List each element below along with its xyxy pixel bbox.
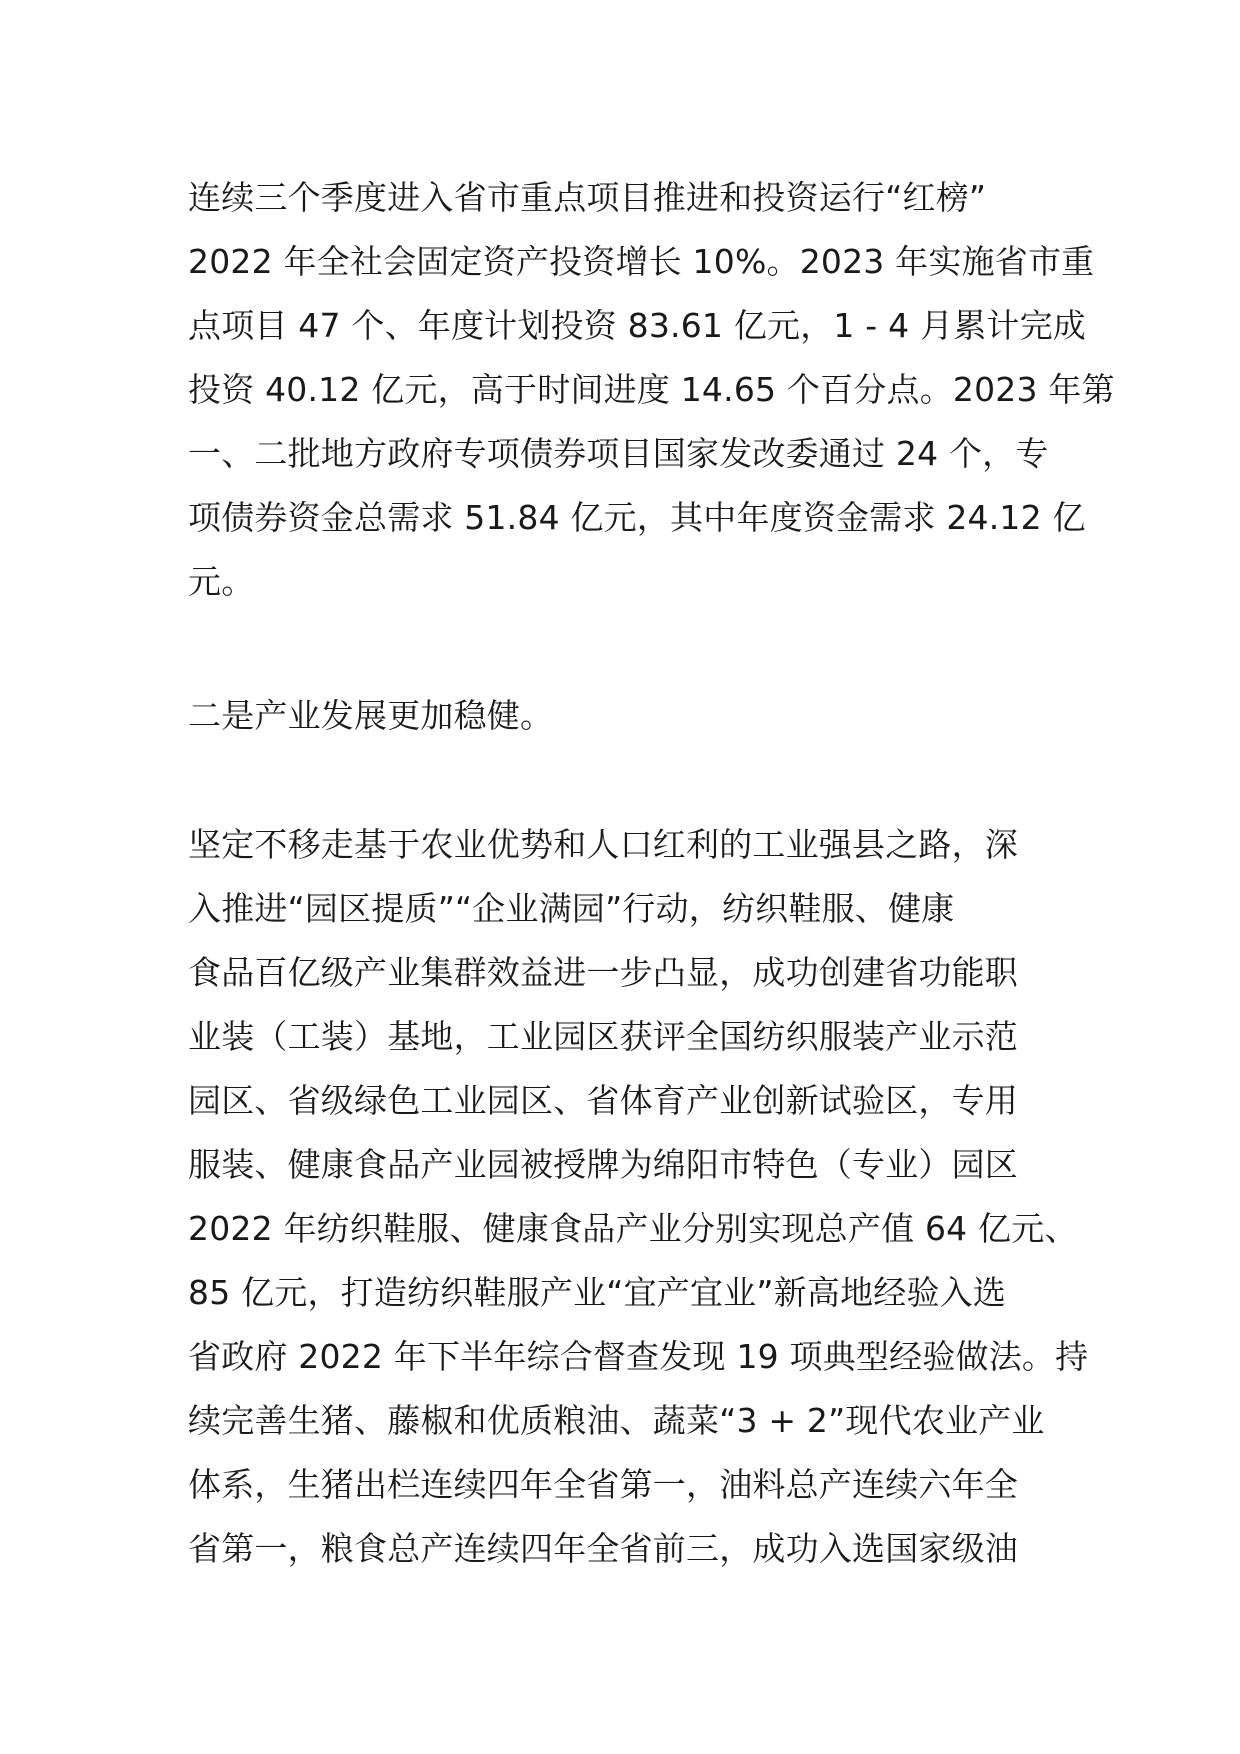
text-line: 省政府 2022 年下半年综合督查发现 19 项典型经验做法。持 (188, 1337, 1089, 1376)
text-line: 体系，生猪出栏连续四年全省第一，油料总产连续六年全 (188, 1465, 1018, 1504)
text-line: 食品百亿级产业集群效益进一步凸显，成功创建省功能职 (188, 953, 1018, 992)
section-heading (188, 684, 1068, 748)
text-line: 续完善生猪、藤椒和优质粮油、蔬菜“3 + 2”现代农业产业 (188, 1401, 1045, 1440)
text-line: 业装（工装）基地，工业园区获评全国纺织服装产业示范 (188, 1017, 1018, 1056)
text-line: 投资 40.12 亿元，高于时间进度 14.65 个百分点。2023 年第 (188, 370, 1115, 409)
text-line: 服装、健康食品产业园被授牌为绵阳市特色（专业）园区 (188, 1145, 1018, 1184)
text-line: 点项目 47 个、年度计划投资 83.61 亿元，1 - 4 月累计完成 (188, 306, 1086, 345)
paragraph-industry (188, 813, 1089, 1581)
text-line: 连续三个季度进入省市重点项目推进和投资运行“红榜” (188, 178, 987, 217)
text-line: 一、二批地方政府专项债券项目国家发改委通过 24 个，专 (188, 434, 1049, 473)
text-line: 项债券资金总需求 51.84 亿元，其中年度资金需求 24.12 亿 (188, 498, 1086, 537)
paragraph-investment (188, 166, 1115, 614)
text-line: 元。 (188, 562, 255, 601)
text-line: 坚定不移走基于农业优势和人口红利的工业强县之路，深 (188, 825, 1018, 864)
heading-text: 二是产业发展更加稳健。 (188, 696, 554, 735)
text-line: 省第一，粮食总产连续四年全省前三，成功入选国家级油 (188, 1529, 1018, 1568)
text-line: 2022 年全社会固定资产投资增长 10%。2023 年实施省市重 (188, 242, 1095, 281)
text-line: 85 亿元，打造纺织鞋服产业“宜产宜业”新高地经验入选 (188, 1273, 1007, 1312)
text-line: 入推进“园区提质”“企业满园”行动，纺织鞋服、健康 (188, 889, 955, 928)
text-line: 2022 年纺织鞋服、健康食品产业分别实现总产值 64 亿元、 (188, 1209, 1078, 1248)
text-line: 园区、省级绿色工业园区、省体育产业创新试验区，专用 (188, 1081, 1018, 1120)
